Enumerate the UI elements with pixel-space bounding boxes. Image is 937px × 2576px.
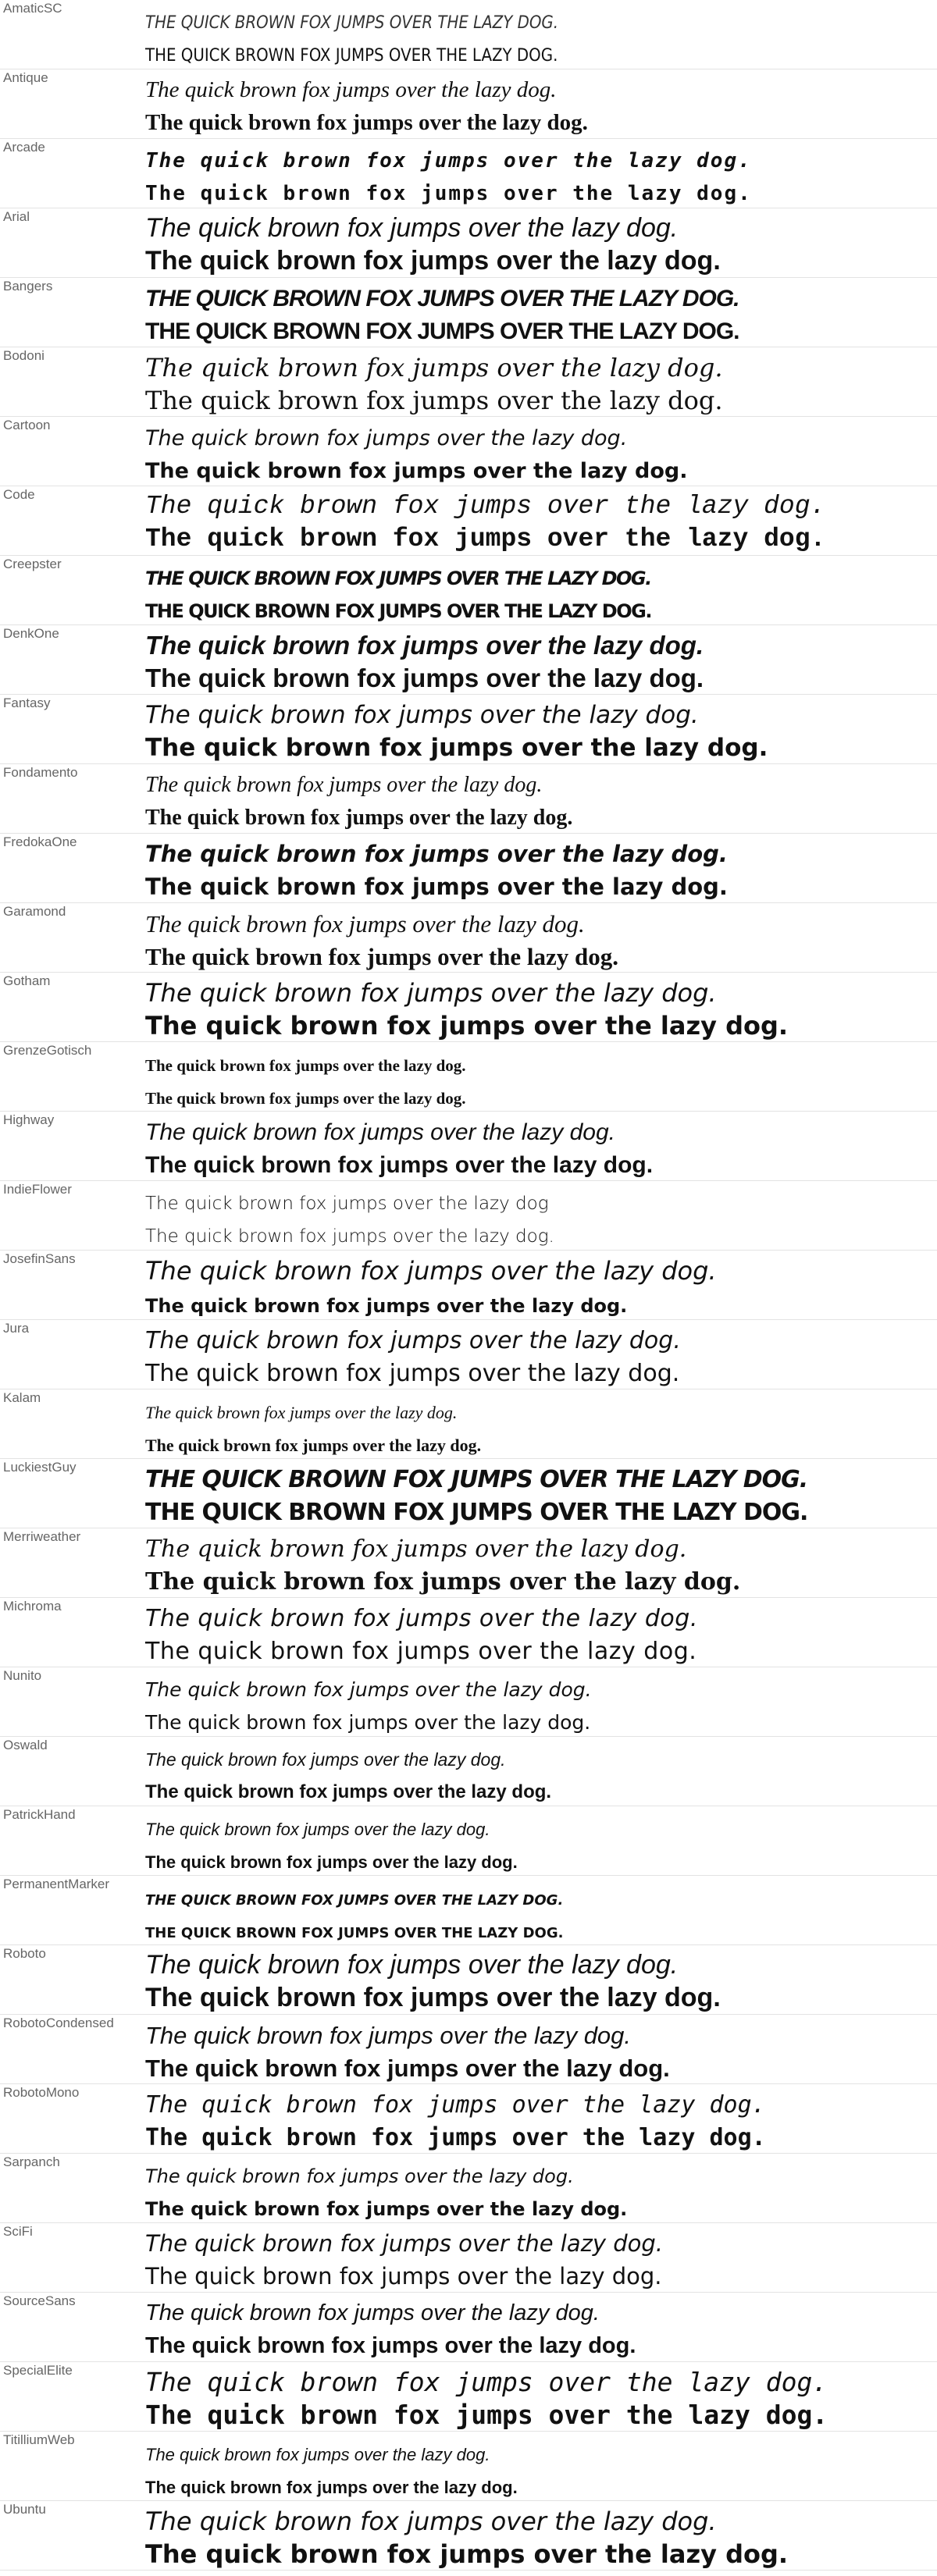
font-name: Ubuntu [3,2502,46,2517]
font-sample-italic: The quick brown fox jumps over the lazy dog. [145,978,717,1008]
font-sample-bold: THE QUICK BROWN FOX JUMPS OVER THE LAZY DOG. [145,600,651,622]
font-name: Creepster [3,557,62,571]
font-sample-italic: The quick brown fox jumps over the lazy dog. [145,701,699,729]
font-name: PermanentMarker [3,1877,110,1891]
font-sample-italic: The quick brown fox jumps over the lazy dog. [145,492,826,521]
font-sample-bold: The quick brown fox jumps over the lazy dog. [145,110,588,135]
font-row [0,625,937,695]
font-sample-bold: The quick brown fox jumps over the lazy dog. [145,1226,554,1247]
font-sample-italic: THE QUICK BROWN FOX JUMPS OVER THE LAZY DOG. [145,568,651,589]
font-row [0,347,937,417]
font-name: Oswald [3,1738,48,1752]
font-sample-bold: The quick brown fox jumps over the lazy dog. [145,2055,670,2082]
font-name: RobotoCondensed [3,2016,114,2030]
font-name: Arcade [3,140,45,155]
font-name: Merriweather [3,1529,81,1544]
font-sample-italic: The quick brown fox jumps over the lazy dog. [145,2445,490,2464]
font-sample-italic: The quick brown fox jumps over the lazy dog. [145,1256,717,1286]
font-row [0,1806,937,1876]
font-sample-italic: The quick brown fox jumps over the lazy dog. [145,149,752,173]
font-name: Bodoni [3,348,45,363]
font-name: GrenzeGotisch [3,1043,92,1058]
font-sample-bold: The quick brown fox jumps over the lazy dog. [145,1852,518,1872]
font-sample-italic: THE QUICK BROWN FOX JUMPS OVER THE LAZY DOG. [145,1466,808,1493]
font-sample-bold: The quick brown fox jumps over the lazy dog. [145,2400,828,2430]
font-name: SciFi [3,2224,33,2239]
font-row [0,2223,937,2293]
font-sample-bold: The quick brown fox jumps over the lazy dog. [145,2263,662,2290]
font-sample-italic: The quick brown fox jumps over the lazy dog. [145,1950,679,1980]
font-name: JosefinSans [3,1251,76,1266]
font-row [0,834,937,903]
font-sample-bold: The quick brown fox jumps over the lazy dog. [145,1983,721,2012]
font-sample-italic: The quick brown fox jumps over the lazy dog. [145,1605,698,1632]
font-sample-italic: The quick brown fox jumps over the lazy dog. [145,631,704,660]
font-row [0,2293,937,2362]
font-row [0,1320,937,1389]
font-sample-bold: The quick brown fox jumps over the lazy dog. [145,1152,654,1178]
font-name: Kalam [3,1390,41,1405]
font-row [0,417,937,486]
font-row [0,1389,937,1459]
font-name: Code [3,487,35,502]
font-sample-italic: The quick brown fox jumps over the lazy dog. [145,2300,600,2325]
font-sample-bold: The quick brown fox jumps over the lazy dog. [145,459,688,483]
font-sample-bold: The quick brown fox jumps over the lazy dog. [145,1781,552,1802]
font-name: IndieFlower [3,1182,72,1197]
font-sample-bold: The quick brown fox jumps over the lazy dog. [145,386,723,415]
font-sample-bold: The quick brown fox jumps over the lazy dog. [145,1295,628,1317]
font-sample-italic: The quick brown fox jumps over the lazy dog. [145,841,728,867]
font-name: Antique [3,70,48,85]
font-sample-italic: The quick brown fox jumps over the lazy dog. [145,2091,766,2119]
font-row [0,973,937,1042]
font-row [0,1112,937,1181]
font-name: SourceSans [3,2293,76,2308]
font-sample-bold: The quick brown fox jumps over the lazy dog. [145,806,573,830]
font-name: Bangers [3,279,53,294]
font-name: Fondamento [3,765,78,780]
font-row [0,764,937,834]
font-name: Garamond [3,904,66,919]
font-sample-italic: The quick brown fox jumps over the lazy dog. [145,1119,615,1145]
font-row [0,1459,937,1528]
font-sample-italic: The quick brown fox jumps over the lazy dog. [145,773,543,797]
font-sample-bold: The quick brown fox jumps over the lazy dog. [145,664,704,692]
font-row [0,1737,937,1806]
font-sample-italic: The quick brown fox jumps over the lazy dog. [145,2367,828,2397]
font-row [0,556,937,625]
font-row [0,1042,937,1112]
font-sample-bold: THE QUICK BROWN FOX JUMPS OVER THE LAZY DOG. [145,1499,808,1526]
font-row [0,2501,937,2571]
font-sample-italic: The quick brown fox jumps over the lazy dog. [145,1327,681,1354]
font-name: Highway [3,1112,55,1127]
font-name: RobotoMono [3,2085,80,2100]
font-sample-bold: The quick brown fox jumps over the lazy dog. [145,1089,466,1108]
font-sample-bold: The quick brown fox jumps over the lazy dog. [145,246,721,276]
font-sample-italic: The quick brown fox jumps over the lazy dog. [145,2022,632,2049]
font-row [0,208,937,278]
font-name: Cartoon [3,418,51,432]
font-sample-bold: The quick brown fox jumps over the lazy dog. [145,2539,789,2569]
font-row [0,1667,937,1737]
font-sample-bold: The quick brown fox jumps over the lazy dog. [145,2124,766,2151]
font-sample-italic: The quick brown fox jumps over the lazy dog [145,1194,549,1214]
font-row [0,2432,937,2501]
font-name: Sarpanch [3,2154,60,2169]
font-sample-italic: The quick brown fox jumps over the lazy dog. [145,1678,592,1701]
font-row [0,695,937,764]
font-row [0,1945,937,2015]
font-sample-bold: THE QUICK BROWN FOX JUMPS OVER THE LAZY DOG. [145,46,558,66]
font-row [0,1181,937,1251]
font-row [0,2154,937,2223]
font-sample-italic: The quick brown fox jumps over the lazy dog. [145,2165,574,2187]
font-sample-italic: The quick brown fox jumps over the lazy dog. [145,213,679,243]
font-sample-bold: The quick brown fox jumps over the lazy dog. [145,2478,518,2497]
font-sample-bold: The quick brown fox jumps over the lazy dog. [145,1568,741,1596]
font-name: Nunito [3,1668,42,1683]
font-sample-bold: The quick brown fox jumps over the lazy dog. [145,873,728,900]
font-sample-bold: THE QUICK BROWN FOX JUMPS OVER THE LAZY DOG. [145,1925,564,1941]
font-sample-bold: The quick brown fox jumps over the lazy dog. [145,734,768,762]
font-row [0,1876,937,1945]
font-sample-italic: THE QUICK BROWN FOX JUMPS OVER THE LAZY DOG. [145,13,559,33]
font-sample-italic: The quick brown fox jumps over the lazy dog. [145,77,557,102]
font-name: Roboto [3,1946,46,1961]
font-row [0,139,937,208]
font-sample-italic: The quick brown fox jumps over the lazy dog. [145,1820,490,1839]
font-sample-italic: The quick brown fox jumps over the lazy dog. [145,426,628,450]
font-row [0,2015,937,2084]
font-sample-italic: The quick brown fox jumps over the lazy dog. [145,1535,687,1563]
font-name: Michroma [3,1599,62,1614]
font-sample-italic: THE QUICK BROWN FOX JUMPS OVER THE LAZY DOG. [145,286,739,311]
font-row [0,1251,937,1320]
font-sample-bold: The quick brown fox jumps over the lazy dog. [145,2198,628,2220]
font-sample-bold: The quick brown fox jumps over the lazy dog. [145,182,752,205]
font-name: LuckiestGuy [3,1460,77,1475]
font-name: Arial [3,209,30,224]
font-name: Gotham [3,973,51,988]
font-name: TitilliumWeb [3,2432,75,2447]
font-name: AmaticSC [3,1,62,16]
font-sample-italic: The quick brown fox jumps over the lazy dog. [145,1056,466,1075]
font-sample-bold: The quick brown fox jumps over the lazy dog. [145,943,618,970]
font-name: PatrickHand [3,1807,76,1822]
font-sample-italic: The quick brown fox jumps over the lazy dog. [145,2230,664,2257]
font-row [0,486,937,556]
font-row [0,903,937,973]
font-name: SpecialElite [3,2363,73,2378]
font-name: Fantasy [3,696,51,710]
font-sample-bold: The quick brown fox jumps over the lazy dog. [145,525,826,553]
font-sample-bold: The quick brown fox jumps over the lazy dog. [145,1360,680,1387]
font-row [0,0,937,69]
font-sample-italic: The quick brown fox jumps over the lazy dog. [145,2507,717,2536]
font-sample-italic: The quick brown fox jumps over the lazy dog. [145,1403,458,1422]
font-row [0,278,937,347]
font-sample-italic: The quick brown fox jumps over the lazy dog. [145,1749,506,1770]
font-row [0,1528,937,1598]
font-sample-bold: The quick brown fox jumps over the lazy dog. [145,1711,591,1734]
font-row [0,69,937,139]
font-sample-bold: The quick brown fox jumps over the lazy dog. [145,1638,697,1665]
font-sample-italic: THE QUICK BROWN FOX JUMPS OVER THE LAZY DOG. [145,1892,564,1909]
font-sample-italic: The quick brown fox jumps over the lazy dog. [145,910,585,938]
font-name: FredokaOne [3,834,77,849]
font-sample-bold: The quick brown fox jumps over the lazy dog. [145,1436,482,1455]
font-sample-bold: THE QUICK BROWN FOX JUMPS OVER THE LAZY DOG. [145,318,739,344]
font-row [0,2362,937,2432]
font-row [0,2084,937,2154]
font-sample-bold: The quick brown fox jumps over the lazy dog. [145,2333,636,2358]
font-sample-italic: The quick brown fox jumps over the lazy dog. [145,353,723,382]
font-sample-bold: The quick brown fox jumps over the lazy dog. [145,1011,789,1041]
font-name: DenkOne [3,626,59,641]
font-row [0,1598,937,1667]
font-name: Jura [3,1321,30,1336]
